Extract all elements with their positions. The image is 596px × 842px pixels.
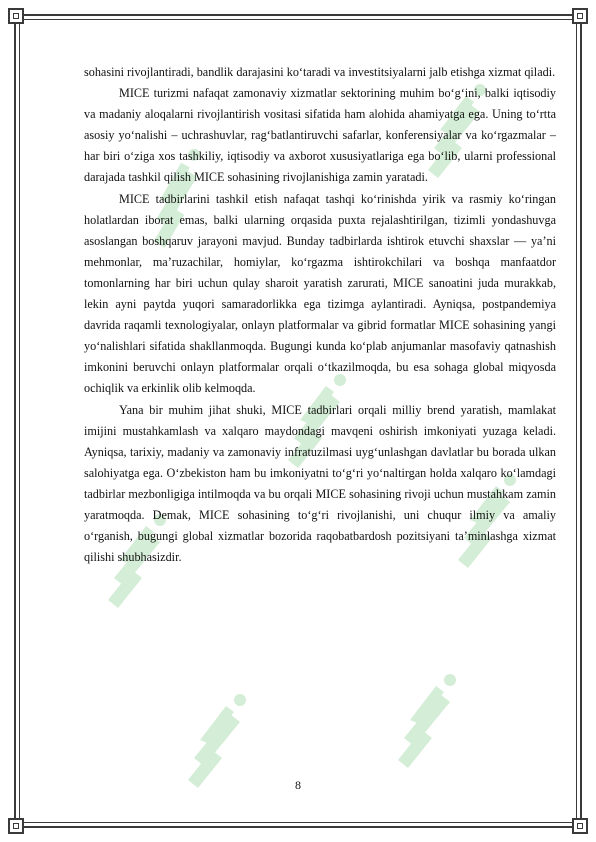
paragraph: MICE turizmi nafaqat zamonaviy xizmatlar sektorining muhim bo‘g‘ini, balki iqtisodiy va madaniy aloqalarni rivojlantirish vositasi sifatida ham alohida ahamiyatga ega. Uning to‘rtta asosiy yo‘nalishi – uchrashuvlar, rag‘batlantiruvchi safarlar, konferensiyalar va ko‘rgazmalar – har biri o‘ziga xos tashkiliy, iqtisodiy va axborot xususiyatlariga ega bo‘lib, ularni professional darajada tashkil qilish MICE sohasining rivojlanishiga zamin yaratadi.	[84, 86, 556, 185]
corner-ornament-icon	[8, 8, 24, 24]
page-number: 8	[295, 778, 301, 792]
corner-ornament-icon	[572, 8, 588, 24]
corner-ornament-icon	[572, 818, 588, 834]
document-body	[84, 62, 556, 568]
paragraph: Yana bir muhim jihat shuki, MICE tadbirlari orqali milliy brend yaratish, mamlakat imijini mustahkamlash va xalqaro maydondagi mavqeni oshirish imkoniyati yuzaga keladi. Ayniqsa, tarixiy, madaniy va zamonaviy infratuzilmasi uyg‘unlashgan davlatlar bu borada ulkan salohiyatga ega. O‘zbekiston ham bu imkoniyatni to‘g‘ri yo‘naltirgan holda xalqaro ko‘lamdagi tadbirlar mezbonligiga intilmoqda va bu orqali MICE sohasining rivoji uchun mustahkam zamin yaratmoqda. Demak, MICE sohasining to‘g‘ri rivojlanishi, uni chuqur ilmiy va amaliy o‘rganish, bugungi global xizmatlar bozorida raqobatbardosh pozitsiyani ta’minlashga xizmat qilishi shubhasizdir.	[84, 402, 556, 565]
paragraph: MICE tadbirlarini tashkil etish nafaqat tashqi ko‘rinishda yirik va rasmiy ko‘ringan holatlardan iborat emas, balki ularning orqasida puxta rejalashtirilgan, tizimli yondashuvga asoslangan boshqaruv jarayoni mavjud. Bunday tadbirlarda ishtirok etuvchi shaxslar — ya’ni mehmonlar, ma’ruzachilar, homiylar, ko‘rgazma ishtirokchilari va boshqa manfaatdor tomonlarning har biri uchun qulay sharoit yaratish zarurati, MICE sanoatini juda murakkab, lekin ayni paytda yuqori samaradorlikka ega tizimga aylantiradi. Ayniqsa, postpandemiya davrida raqamli texnologiyalar, onlayn platformalar va gibrid formatlar MICE sohasining yangi yo‘nalishlari sifatida shakllanmoqda. Bugungi kunda ko‘plab anjumanlar masofaviy qatnashish imkonini beruvchi onlayn platformalar orqali o‘tkazilmoqda, bu esa sohaga global miqyosda ochiqlik va erkinlik olib kelmoqda.	[84, 191, 556, 396]
paragraph: sohasini rivojlantiradi, bandlik darajasini ko‘taradi va investitsiyalarni jalb etishga xizmat qiladi.	[84, 65, 556, 79]
corner-ornament-icon	[8, 818, 24, 834]
